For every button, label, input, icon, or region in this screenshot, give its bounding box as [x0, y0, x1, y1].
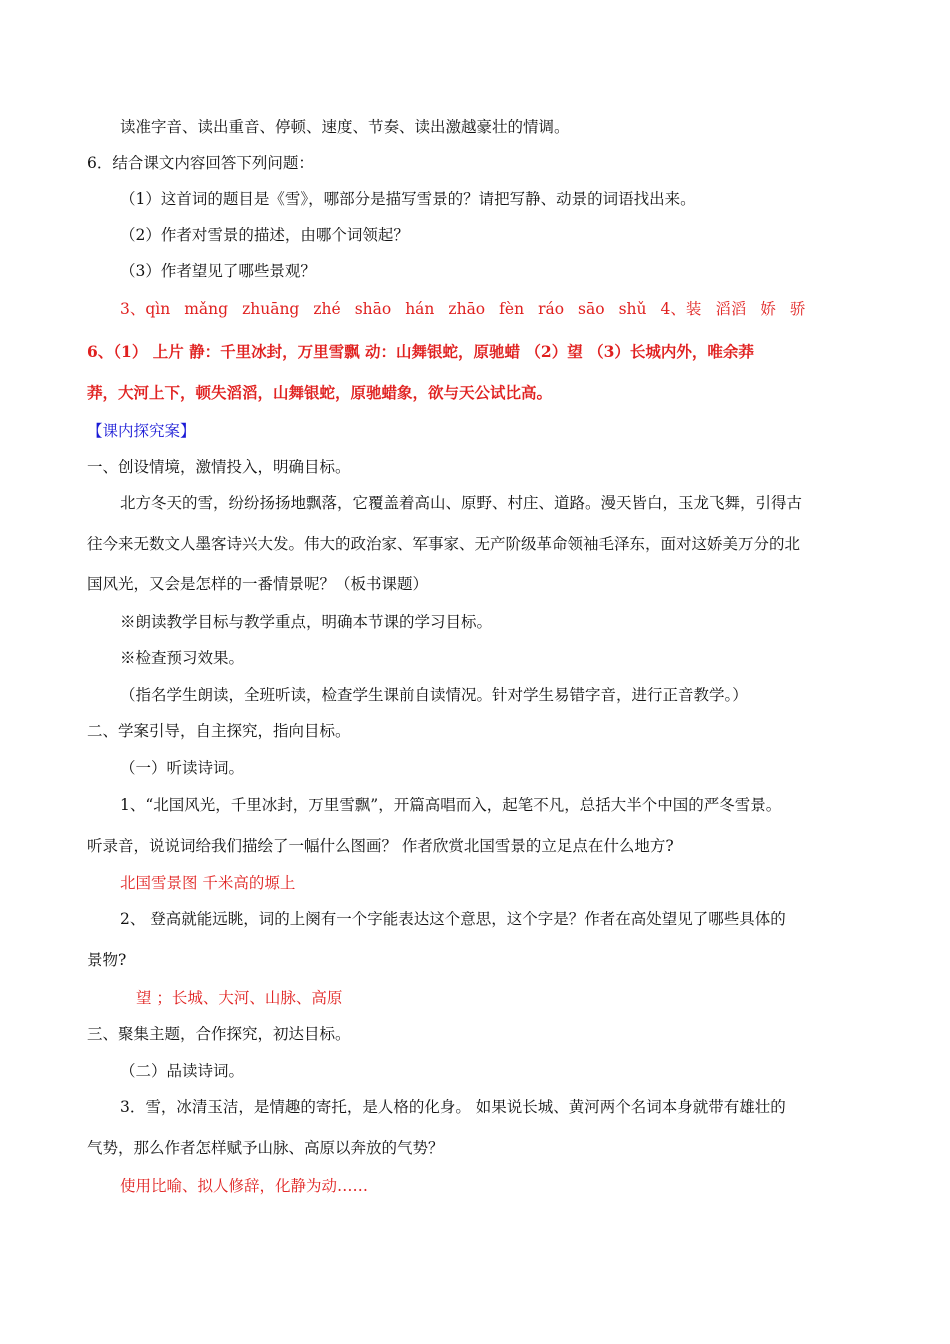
- note-preview: ※检查预习效果。: [120, 649, 245, 667]
- subsection-1-heading: （一）听读诗词。: [120, 759, 245, 777]
- answer-item: zhé: [313, 300, 341, 318]
- answer-pinyin-line: [120, 298, 870, 320]
- answer-3: 使用比喻、拟人修辞，化静为动……: [120, 1177, 369, 1195]
- question-3-line-1: 3．雪，冰清玉洁，是情趣的寄托，是人格的化身。 如果说长城、黄河两个名词本身就带有雄壮的: [120, 1098, 786, 1116]
- answer-item: shǔ: [618, 300, 647, 318]
- answer-item: fèn: [499, 300, 525, 318]
- answer-item: 娇: [760, 300, 776, 318]
- intro-paragraph-line-1: 北方冬天的雪，纷纷扬扬地飘落，它覆盖着高山、原野、村庄、道路。漫天皆白，玉龙飞舞，引得古: [120, 494, 803, 512]
- answer-item: 滔滔: [715, 300, 747, 318]
- question-6-heading: 6．结合课文内容回答下列问题：: [87, 154, 314, 172]
- reading-guide: 读准字音、读出重音、停顿、速度、节奏、读出激越豪壮的情调。: [120, 118, 570, 136]
- question-6-2: （2）作者对雪景的描述，由哪个词领起？: [120, 226, 409, 244]
- answer-item: 骄: [789, 300, 806, 318]
- answer-2: 望 ；长城、大河、山脉、高原: [136, 989, 343, 1007]
- note-objectives: ※朗读教学目标与教学重点，明确本节课的学习目标。: [120, 613, 493, 631]
- answer-6-line-2: 莽，大河上下，顿失滔滔，山舞银蛇，原驰蜡象，欲与天公试比高。: [87, 383, 553, 402]
- answer-item: shāo: [354, 300, 392, 318]
- answer-item: hán: [405, 300, 435, 318]
- subsection-2-heading: （二）品读诗词。: [120, 1062, 245, 1080]
- part-1-heading: 一、创设情境，激情投入，明确目标。: [87, 458, 351, 476]
- answer-item: ráo: [538, 300, 565, 318]
- part-3-heading: 三、聚集主题，合作探究，初达目标。: [87, 1025, 351, 1043]
- answer-item: 4、装: [660, 300, 702, 318]
- question-2-line-2: 景物?: [87, 951, 127, 969]
- answer-item: zhāo: [448, 300, 486, 318]
- question-1-line-1: 1、“北国风光，千里冰封，万里雪飘”，开篇高唱而入，起笔不凡，总括大半个中国的严冬雪景。: [120, 796, 782, 814]
- note-reading: （指名学生朗读，全班听读，检查学生课前自读情况。针对学生易错字音，进行正音教学。）: [120, 686, 748, 704]
- answer-1: 北国雪景图 千米高的塬上: [120, 874, 296, 892]
- answer-item: 3、qìn: [120, 300, 171, 318]
- intro-paragraph-line-3: 国风光，又会是怎样的一番情景呢？（板书课题）: [87, 575, 429, 593]
- answer-item: mǎng: [184, 300, 229, 318]
- section-heading: 【课内探究案】: [87, 422, 196, 440]
- question-6-1: （1）这首词的题目是《雪》，哪部分是描写雪景的？请把写静、动景的词语找出来。: [120, 190, 696, 208]
- answer-6-line-1: 6、（1） 上片 静：千里冰封，万里雪飘 动：山舞银蛇，原驰蜡 （2）望 （3）长城内外，唯余莽: [87, 342, 754, 361]
- answer-item: zhuāng: [242, 300, 300, 318]
- question-3-line-2: 气势，那么作者怎样赋予山脉、高原以奔放的气势？: [87, 1139, 444, 1157]
- question-2-line-1: 2、 登高就能远眺，词的上阕有一个字能表达这个意思，这个字是？作者在高处望见了哪些具体的: [120, 910, 786, 928]
- question-1-line-2: 听录音，说说词给我们描绘了一幅什么图画？ 作者欣赏北国雪景的立足点在什么地方?: [87, 837, 674, 855]
- question-6-3: （3）作者望见了哪些景观？: [120, 262, 316, 280]
- intro-paragraph-line-2: 往今来无数文人墨客诗兴大发。伟大的政治家、军事家、无产阶级革命领袖毛泽东，面对这娇美万分的北: [87, 535, 801, 553]
- answer-item: sāo: [578, 300, 605, 318]
- part-2-heading: 二、学案引导，自主探究，指向目标。: [87, 722, 351, 740]
